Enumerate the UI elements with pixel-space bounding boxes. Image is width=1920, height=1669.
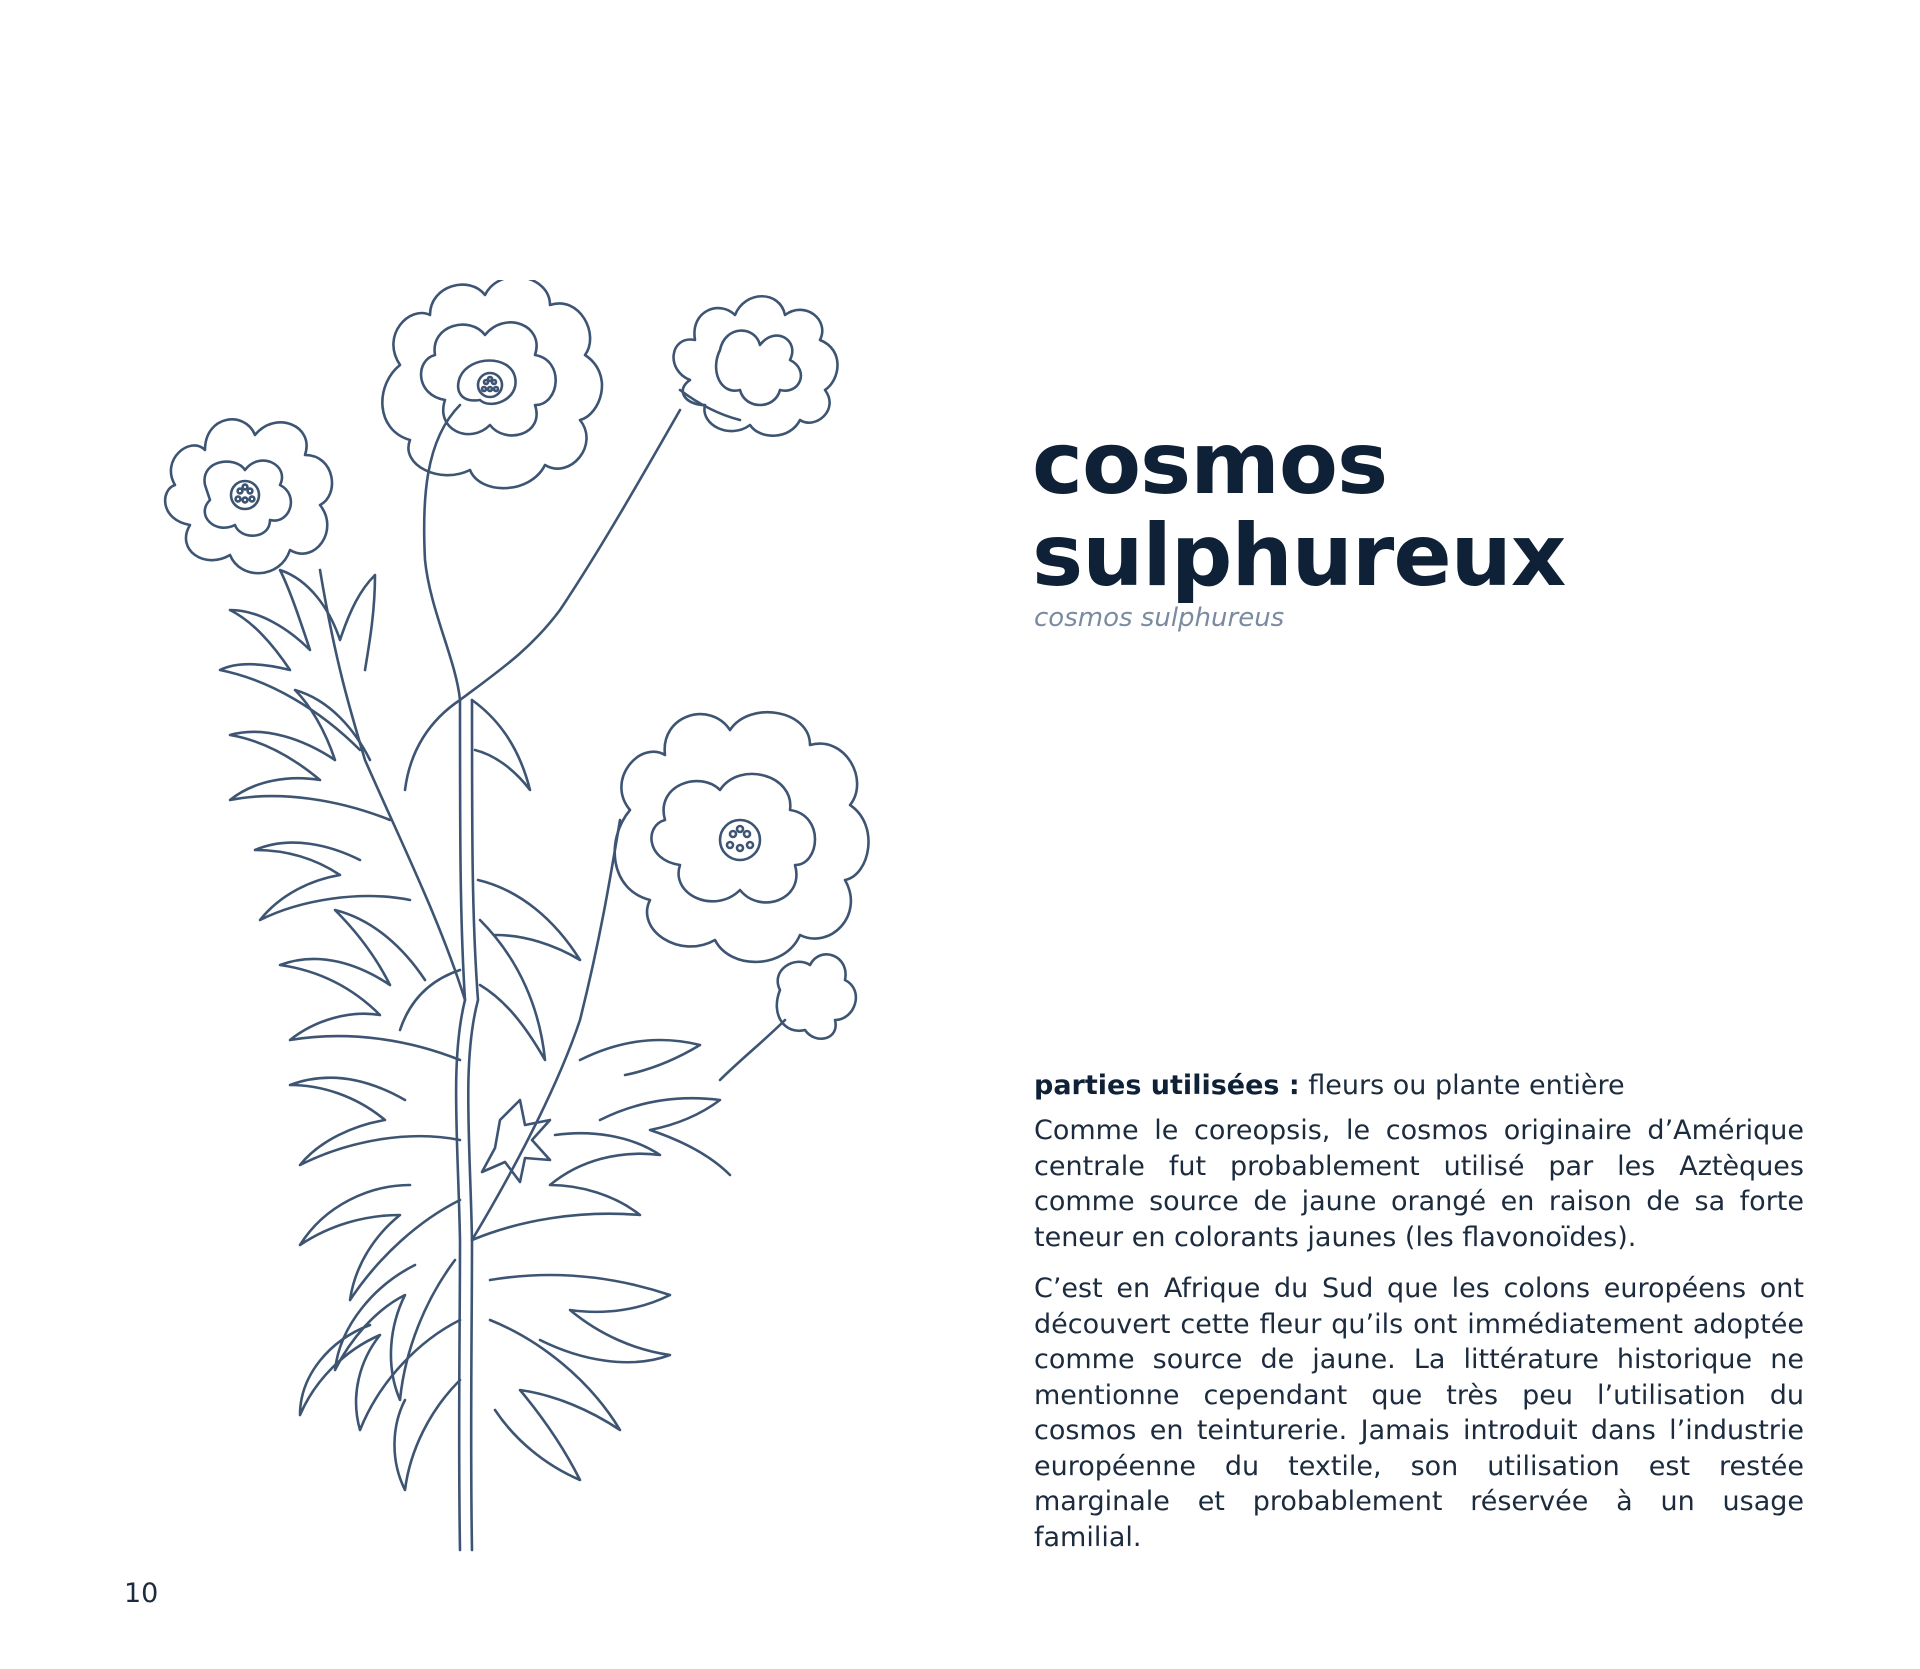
body-text	[1034, 1113, 1804, 1571]
title-line-2: sulphureux	[1032, 506, 1566, 606]
main-stem-outline	[468, 700, 478, 1550]
parts-used-label: parties utilisées :	[1034, 1070, 1300, 1101]
flower-bud	[674, 296, 838, 435]
big-flower-stem	[472, 820, 620, 1240]
flower-left	[165, 419, 332, 573]
latin-name: cosmos sulphureus	[1034, 603, 1285, 633]
leaf-left-upper	[220, 570, 410, 920]
leaf-left-bottom	[300, 1320, 460, 1490]
leaf-center	[400, 700, 580, 1182]
page-title	[1032, 414, 1852, 606]
paragraph-2: C’est en Afrique du Sud que les colons européens ont découvert cette fleur qu’ils ont immédiatement adoptée comme source de jaune. La littérature historique ne mentionne cependant que très peu l’utilisation du cosmos en teinturerie. Jamais introduit dans l’industrie européenne du textile, son utilisation est restée marginale et probablement réservée à un usage familial.	[1034, 1273, 1804, 1553]
leaf-right-lower	[472, 1040, 730, 1480]
flower-top	[382, 280, 602, 488]
page-number: 10	[124, 1578, 159, 1609]
flower-bud-small	[720, 954, 856, 1080]
cosmos-illustration	[160, 280, 880, 1560]
title-line-1: cosmos	[1032, 414, 1388, 514]
paragraph-1: Comme le coreopsis, le cosmos originaire d’Amérique centrale fut probablement utilisé par les Aztèques comme source de jaune orangé en raison de sa forte teneur en colorants jaunes (les flavonoïdes).	[1034, 1115, 1804, 1253]
parts-used-value: fleurs ou plante entière	[1299, 1070, 1625, 1101]
parts-used	[1034, 1068, 1804, 1104]
bud-stem	[460, 410, 680, 700]
flower-large	[615, 712, 869, 962]
